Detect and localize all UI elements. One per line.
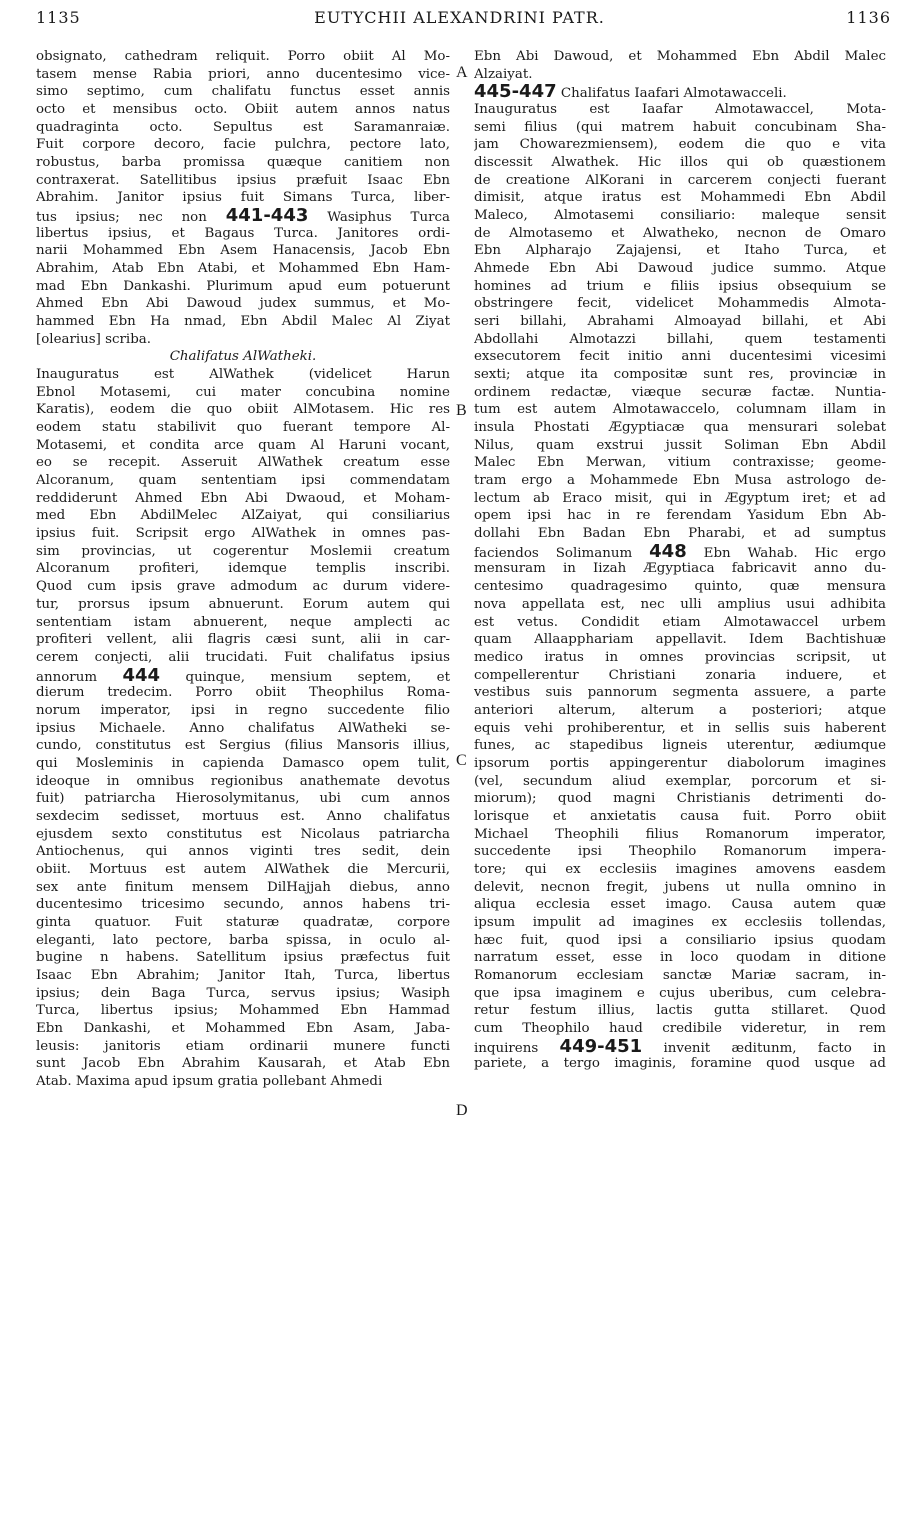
text-line: equis vehi prohiberentur, et in sellis suis haberent (474, 720, 886, 736)
text-line: retur festum illius, lactis gutta stillaret. Quod (474, 1003, 886, 1019)
text-line: contraxerat. Satellitibus ipsius præfuit Isaac Ebn (36, 172, 450, 188)
text-line: tasem mense Rabia priori, anno ducentesimo vice- (36, 66, 450, 82)
text-line: Ebnol Motasemi, cui mater concubina nomine (36, 384, 450, 400)
text-line: dimisit, atque iratus est Mohammedi Ebn Abdil (474, 190, 886, 206)
text-line: sententiam istam abnuerent, neque amplecti ac (36, 614, 450, 630)
text-line: mensuram in Iizah Ægyptiaca fabricavit anno du- (474, 561, 886, 577)
text-line: succedente ipsi Theophilo Romanorum impera- (474, 844, 886, 860)
text-line: libertus ipsius, et Bagaus Turca. Janitores ordi- (36, 225, 450, 241)
text-line: anteriori alterum, alterum a posteriori; atque (474, 702, 886, 718)
text-line: Inauguratus est Iaafar Almotawaccel, Mota- (474, 102, 886, 118)
text-line: Inauguratus est AlWathek (videlicet Harun (36, 367, 450, 383)
text-line: octo et mensibus octo. Obiit autem annos natus (36, 102, 450, 118)
margin-marker-b: B (456, 402, 467, 419)
text-line: reddiderunt Ahmed Ebn Abi Dwaoud, et Moham- (36, 490, 450, 506)
margin-marker-d: D (456, 1102, 468, 1119)
text-line: que ipsa imaginem e cujus uberibus, cum celebra- (474, 985, 886, 1001)
text-line: Isaac Ebn Abrahim; Janitor Itah, Turca, libertus (36, 967, 450, 983)
section-number: 448 (649, 542, 687, 561)
left-page-number: 1135 (36, 8, 81, 27)
text-line: Antiochenus, qui annos viginti tres sedit, dein (36, 844, 450, 860)
text-line: compellerentur Christiani zonaria induere, et (474, 667, 886, 683)
text-line: robustus, barba promissa quæque canitiem non (36, 155, 450, 171)
text-line: Alcoranum, quam sententiam ipsi commendatam (36, 473, 450, 489)
text-line: funes, ac stapedibus ligneis uterentur, ædiumque (474, 738, 886, 754)
text-line: centesimo quadragesimo quinto, quæ mensura (474, 579, 886, 595)
text-line: est vetus. Condidit etiam Almotawaccel urbem (474, 614, 886, 630)
text-line: (vel, secundum aliud exemplar, porcorum et si- (474, 773, 886, 789)
text-line: tore; qui ex ecclesiis imagines amovens easdem (474, 861, 886, 877)
text-line: medico iratus in omnes provincias scripsit, ut (474, 649, 886, 665)
section-number: 444 (122, 666, 161, 685)
text-line: seri billahi, Abrahami Almoayad billahi, et Abi (474, 314, 886, 330)
text-line: dollahi Ebn Badan Ebn Pharabi, et ad sumptus (474, 526, 886, 542)
text-line: aliqua ecclesia esset imago. Causa autem quæ (474, 897, 886, 913)
text-line: lectum ab Eraco misit, qui in Ægyptum iret; et ad (474, 490, 886, 506)
text-line: Abrahim. Janitor ipsius fuit Simans Turca, liber- (36, 190, 450, 206)
text-line: fuit) patriarcha Hierosolymitanus, ubi cum annos (36, 791, 450, 807)
text-line: sexti; atque ita compositæ sunt res, provinciæ in (474, 367, 886, 383)
text-line: Abrahim, Atab Ebn Atabi, et Mohammed Ebn Ham- (36, 261, 450, 277)
text-line: Ebn Dankashi, et Mohammed Ebn Asam, Jaba- (36, 1020, 450, 1036)
text-line: Ebn Abi Dawoud, et Mohammed Ebn Abdil Malec (474, 49, 886, 64)
text-line: discessit Alwathek. Hic illos qui ob quæstionem (474, 155, 886, 171)
text-line: med Ebn AbdilMelec AlZaiyat, qui consiliarius (36, 508, 450, 524)
text-line: ejusdem sexto constitutus est Nicolaus patriarcha (36, 826, 450, 842)
text-line: de Almotasemo et Alwatheko, necnon de Omaro (474, 225, 886, 241)
text-line: vestibus suis pannorum segmenta assuere, a parte (474, 685, 886, 701)
text-line: tum est autem Almotawaccelo, columnam illam in (474, 402, 886, 418)
text-line: Nilus, quam exstrui jussit Soliman Ebn Abdil (474, 437, 886, 453)
text-line: narratum esset, esse in loco quodam in ditione (474, 950, 886, 966)
text-line: hæc fuit, quod ipsi a consiliario ipsius quodam (474, 932, 886, 948)
text-line: [olearius] scriba. (36, 331, 152, 347)
text-line: norum imperator, ipsi in regno succedente filio (36, 702, 450, 718)
text-line: ideoque in omnibus regionibus anathemate devotus (36, 773, 450, 789)
margin-marker-c: C (456, 752, 467, 769)
text-line: Ahmede Ebn Abi Dawoud judice summo. Atque (474, 261, 886, 277)
text-line: ordinem redactæ, viæque securæ factæ. Nuntia- (474, 384, 886, 400)
text-line: ipsius fuit. Scripsit ergo AlWathek in omnes pas- (36, 526, 450, 542)
text-line: jam Chowarezmiensem), eodem die quo e vita (474, 137, 886, 153)
text-line: tus ipsius; nec non 441-443 Wasiphus Turca (36, 207, 450, 225)
text-line: obstringere fecit, videlicet Mohammedis Almota- (474, 296, 886, 312)
section-number: 445-447 (474, 83, 557, 102)
text-line: ipsius Michaele. Anno chalifatus AlWatheki se- (36, 720, 450, 736)
text-line: nova appellata est, nec ulli amplius usui adhibita (474, 596, 886, 612)
text-line: opem ipsi hac in re ferendam Yasidum Ebn Ab- (474, 508, 886, 524)
text-line: Malec Ebn Merwan, vitium contraxisse; geome- (474, 455, 886, 471)
text-line: simo septimo, cum chalifatu functus esset annis (36, 84, 450, 100)
text-line: delevit, necnon fregit, jubens ut nulla omnino in (474, 879, 886, 895)
text-line: semi filius (qui matrem habuit concubinam Sha- (474, 119, 886, 135)
text-line: Ebn Alpharajo Zajajensi, et Itaho Turca, et (474, 243, 886, 259)
text-line: Alzaiyat. (474, 66, 533, 82)
text-line: dierum tredecim. Porro obiit Theophilus Roma- (36, 685, 450, 701)
text-line: tur, prorsus ipsum abnuerunt. Eorum autem qui (36, 596, 450, 612)
text-line: cum Theophilo haud credibile videretur, in rem (474, 1020, 886, 1036)
text-line: sim provincias, ut cogerentur Moslemii creatum (36, 543, 450, 559)
text-line: ducentesimo tricesimo secundo, annos habens tri- (36, 897, 450, 913)
text-line: exsecutorem fecit initio anni ducentesimi vicesimi (474, 349, 886, 365)
text-line: eleganti, lato pectore, barba spissa, in oculo al- (36, 932, 450, 948)
right-text-column (474, 48, 886, 1073)
running-title: EUTYCHII ALEXANDRINI PATR. (314, 8, 605, 27)
text-line: Karatis), eodem die quo obiit AlMotasem. Hic res (36, 402, 450, 418)
section-number: 441-443 (225, 207, 309, 225)
text-line: de creatione AlKorani in carcerem conjecti fuerant (474, 172, 886, 188)
text-line: Chalifatus AlWatheki. (169, 349, 317, 365)
text-line: profiteri vellent, alii flagris cæsi sunt, alii in car- (36, 632, 450, 648)
text-line: pariete, a tergo imaginis, foramine quod usque ad (474, 1056, 886, 1072)
text-line: obsignato, cathedram reliquit. Porro obiit Al Mo- (36, 49, 450, 64)
text-line: Turca, libertus ipsius; Mohammed Ebn Hammad (36, 1003, 450, 1019)
text-line: qui Mosleminis in capienda Damasco opem tulit, (36, 755, 450, 771)
text-line: sex ante finitum mensem DilHajjah diebus, anno (36, 879, 450, 895)
text-line: Alcoranum profiteri, idemque templis inscribi. (36, 561, 450, 577)
text-line: 445-447 Chalifatus Iaafari Almotawacceli. (474, 83, 787, 102)
text-line: hammed Ebn Ha nmad, Ebn Abdil Malec Al Ziyat (36, 314, 450, 330)
text-line: bugine n habens. Satellitum ipsius præfectus fuit (36, 950, 450, 966)
text-line: ipsorum portis appingerentur diabolorum imagines (474, 755, 886, 771)
text-line: leusis: janitoris etiam ordinarii munere functi (36, 1038, 450, 1054)
text-line: cundo, constitutus est Sergius (filius Mansoris illius, (36, 738, 450, 754)
text-line: Ahmed Ebn Abi Dawoud judex summus, et Mo- (36, 296, 450, 312)
text-line: sunt Jacob Ebn Abrahim Kausarah, et Atab Ebn (36, 1056, 450, 1072)
text-line: Fuit corpore decoro, facie pulchra, pectore lato, (36, 137, 450, 153)
right-page-number: 1136 (846, 8, 891, 27)
text-line: lorisque et anxietatis causa fuit. Porro obiit (474, 808, 886, 824)
text-line: inquirens 449-451 invenit æditunm, facto in (474, 1037, 886, 1056)
text-line: ginta quatuor. Fuit staturæ quadratæ, corpore (36, 914, 450, 930)
text-line: eo se recepit. Asseruit AlWathek creatum esse (36, 455, 450, 471)
text-line: sexdecim sedisset, mortuus est. Anno chalifatus (36, 808, 450, 824)
text-line: eodem statu stabilivit quo fuerant tempore Al- (36, 420, 450, 436)
text-line: narii Mohammed Ebn Asem Hanacensis, Jacob Ebn (36, 243, 450, 259)
text-line: Quod cum ipsis grave admodum ac durum videre- (36, 579, 450, 595)
text-line: mad Ebn Dankashi. Plurimum apud eum potuerunt (36, 278, 450, 294)
text-line: Atab. Maxima apud ipsum gratia pollebant Ahmedi (36, 1073, 383, 1089)
text-line: annorum 444 quinque, mensium septem, et (36, 666, 450, 685)
section-number: 449-451 (559, 1037, 643, 1056)
text-line: Romanorum ecclesiam sanctæ Mariæ sacram, in- (474, 967, 886, 983)
text-line: Michael Theophili filius Romanorum imperator, (474, 826, 886, 842)
text-line: obiit. Mortuus est autem AlWathek die Mercurii, (36, 861, 450, 877)
text-line: ipsum impulit ad imagines ex ecclesiis tollendas, (474, 914, 886, 930)
text-line: ipsius; dein Baga Turca, servus ipsius; Wasiph (36, 985, 450, 1001)
text-line: insula Phostati Ægyptiacæ qua mensurari solebat (474, 420, 886, 436)
text-line: Motasemi, et condita arce quam Al Haruni vocant, (36, 437, 450, 453)
text-line: faciendos Solimanum 448 Ebn Wahab. Hic ergo (474, 542, 886, 561)
text-line: quam Allaapphariam appellavit. Idem Bachtishuæ (474, 632, 886, 648)
text-line: Maleco, Almotasemi consiliario: maleque sensit (474, 208, 886, 224)
text-line: homines ad trium e filiis ipsius obsequium se (474, 278, 886, 294)
text-line: cerem conjecti, alii trucidati. Fuit chalifatus ipsius (36, 649, 450, 665)
text-line: quadraginta octo. Sepultus est Saramanraiæ. (36, 119, 450, 135)
margin-marker-a: A (456, 64, 468, 81)
text-line: miorum); quod magni Christianis detrimenti do- (474, 791, 886, 807)
text-line: tram ergo a Mohammede Ebn Musa astrologo de- (474, 473, 886, 489)
left-text-column (36, 48, 450, 1091)
text-line: Abdollahi Almotazzi billahi, quem testamenti (474, 331, 886, 347)
